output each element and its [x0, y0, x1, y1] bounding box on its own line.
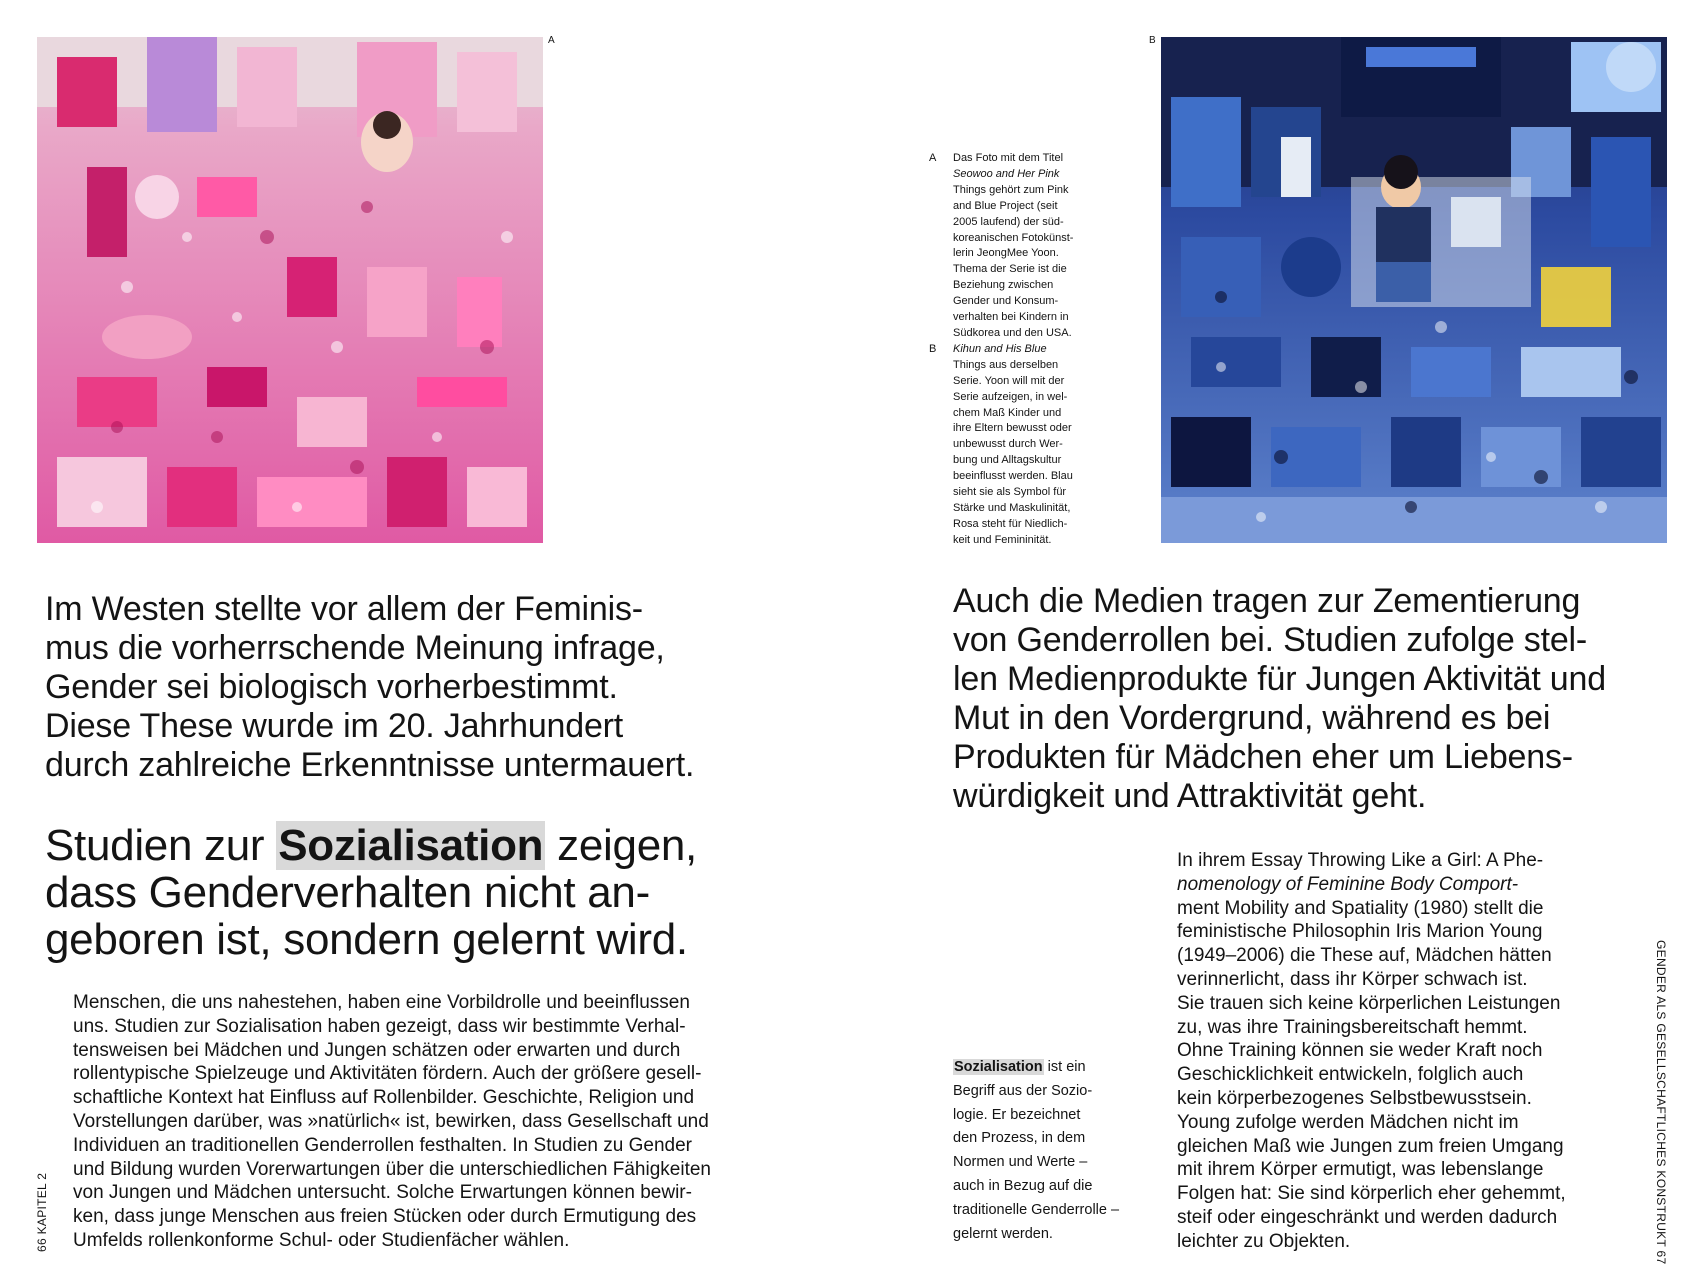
caption-a: A Das Foto mit dem Titel Seowoo and Her Pink Things gehört zum Pink and Blue Project (seit 2005 laufend) der süd- koreanischen Fotokünst- lerin JeongMee Yoon. Thema der Serie ist die Beziehung zwischen Gender und Konsum- verhalten bei Kindern in Südkorea und den USA.	[929, 152, 1074, 339]
lead-paragraph-right: Auch die Medien tragen zur Zementierung von Genderrollen bei. Studien zufolge stel- len Medienprodukte für Jungen Aktivität und Mut in den Vordergrund, während es bei Produkten für Mädchen eher um Liebens- würdigkeit und Attraktivität geht.	[953, 582, 1606, 815]
page-footer-left: 66 KAPITEL 2	[35, 1172, 49, 1252]
section-heading: Studien zur Sozialisation zeigen, dass Genderverhalten nicht an- geboren ist, sondern gelernt wird.	[45, 821, 697, 964]
body-text-left: Menschen, die uns nahestehen, haben eine Vorbildrolle und beeinflussen uns. Studien zur Sozialisation haben gezeigt, dass wir bestimmte Verhal- tensweisen bei Mädchen und Jungen schätzen oder erwarten und durch rollentypische Spielzeuge und Aktivitäten fördern. Auch der größere gesell- schaftliche Kontext hat Einfluss auf Rollenbilder. Geschichte, Religion und Vorstellungen darüber, was »natürlich« ist, bewirken, dass Gesellschaft und Individuen an traditionellen Genderrollen festhalten. In Studien zu Gender und Bildung wurden Vorerwartungen über die unterschiedlichen Fähigkeiten von Jungen und Mädchen untersucht. Solche Erwartungen können bewir- ken, dass junge Menschen aus freien Stücken oder durch Ermutigung des Umfelds rollenkonforme Schul- oder Studienfächer wählen.	[73, 992, 711, 1251]
photo-blue-things	[1161, 37, 1667, 543]
page-footer-right: GENDER ALS GESELLSCHAFTLICHES KONSTRUKT 67	[1654, 940, 1668, 1265]
caption-b: B Kihun and His Blue Things aus derselben Serie. Yoon will mit der Serie aufzeigen, in wel- chem Maß Kinder und ihre Eltern bewusst oder unbewusst durch Wer- bung und Alltagskultur beeinflusst werden. Blau sieht sie als Symbol für Stärke und Maskulinität, Rosa steht für Niedlich- keit und Femininität.	[929, 342, 1073, 546]
figure-captions	[929, 151, 1073, 549]
figure-label-a: A	[548, 35, 555, 46]
lead-paragraph-left: Im Westen stellte vor allem der Feminis- mus die vorherrschende Meinung infrage, Gender sei biologisch vorherbestimmt. Diese These wurde im 20. Jahrhundert durch zahlreiche Erkenntnisse untermauert.	[45, 590, 695, 784]
sidenote-term: Sozialisation	[954, 1059, 1043, 1075]
figure-label-b: B	[1149, 35, 1156, 46]
body-text-right: In ihrem Essay Throwing Like a Girl: A Phe- nomenology of Feminine Body Comport- ment Mobility and Spatiality (1980) stellt die feministische Philosophin Iris Marion Young (1949–2006) die These auf, Mädchen hätten verinnerlicht, dass ihr Körper schwach ist. Sie trauen sich keine körperlichen Leistungen zu, was ihre Trainingsbereitschaft hemmt. Ohne Training können sie weder Kraft noch Geschicklichkeit entwickeln, folglich auch kein körperbezogenes Selbstbewusstsein. Young zufolge werden Mädchen nicht im gleichen Maß wie Jungen zum freien Umgang mit ihrem Körper ermutigt, was lebenslange Folgen hat: Sie sind körperlich eher gehemmt, steif oder eingeschränkt und werden dadurch leichter zu Objekten.	[1177, 850, 1566, 1252]
sidenote-definition: Sozialisation ist ein Begriff aus der Sozio- logie. Er bezeichnet den Prozess, in dem Normen und Werte – auch in Bezug auf die traditionelle Genderrolle – gelernt werden.	[953, 1059, 1120, 1242]
highlighted-term: Sozialisation	[278, 821, 544, 870]
photo-pink-things	[37, 37, 543, 543]
